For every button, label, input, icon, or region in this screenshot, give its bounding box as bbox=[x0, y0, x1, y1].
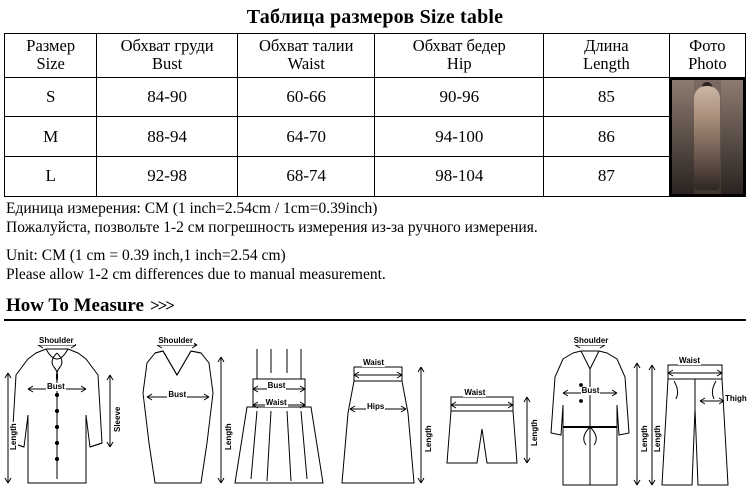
label-shoulder: Shoulder bbox=[158, 335, 193, 345]
figure-skirt bbox=[328, 323, 433, 499]
note-en-unit: Unit: CM (1 cm = 0.39 inch,1 inch=2.54 cm) bbox=[6, 246, 286, 264]
table-row bbox=[5, 117, 746, 157]
label-bust: Bust bbox=[267, 380, 286, 390]
label-waist: Waist bbox=[464, 387, 486, 397]
cell-hip: 94-100 bbox=[375, 117, 544, 157]
cell-waist: 68-74 bbox=[237, 156, 375, 196]
label-length: Length bbox=[530, 419, 540, 446]
column-header-photo: Фото Photo bbox=[669, 34, 745, 78]
measurement-figures bbox=[0, 321, 750, 499]
label-waist: Waist bbox=[362, 357, 385, 367]
cell-waist: 64-70 bbox=[237, 117, 375, 157]
label-shoulder: Shoulder bbox=[39, 335, 74, 345]
label-shoulder: Shoulder bbox=[573, 335, 609, 345]
column-header-size: Размер Size bbox=[5, 34, 97, 78]
figure-shorts bbox=[429, 323, 540, 499]
column-header-waist: Обхват талии Waist bbox=[237, 34, 375, 78]
label-bust: Bust bbox=[168, 389, 187, 399]
note-ru-unit: Единица измерения: CM (1 inch=2.54cm / 1cm=0.39inch) bbox=[6, 199, 378, 217]
label-sleeve: Sleeve bbox=[113, 406, 122, 432]
figure-blouse bbox=[2, 323, 124, 499]
note-ru-allowance: Пожалуйста, позвольте 1-2 см погрешность измерения из-за ручного измерения. bbox=[6, 219, 538, 237]
label-length: Length bbox=[9, 423, 18, 450]
label-length: Length bbox=[639, 425, 649, 452]
column-header-length: Длина Length bbox=[544, 34, 670, 78]
measurement-notes bbox=[4, 197, 746, 285]
column-header-bust: Обхват груди Bust bbox=[97, 34, 238, 78]
label-bust: Bust bbox=[47, 381, 65, 391]
label-waist: Waist bbox=[265, 397, 287, 407]
column-header-hip: Обхват бедер Hip bbox=[375, 34, 544, 78]
cell-hip: 90-96 bbox=[375, 77, 544, 117]
cell-size: S bbox=[5, 77, 97, 117]
label-waist: Waist bbox=[678, 355, 701, 365]
cell-length: 87 bbox=[544, 156, 670, 196]
cell-length: 85 bbox=[544, 77, 670, 117]
cell-size: M bbox=[5, 117, 97, 157]
chevron-right-icon: >>> bbox=[149, 295, 173, 315]
label-length: Length bbox=[652, 425, 662, 452]
figure-tank-top bbox=[125, 323, 234, 499]
label-hips: Hips bbox=[366, 401, 385, 411]
cell-bust: 88-94 bbox=[97, 117, 238, 157]
cell-waist: 60-66 bbox=[237, 77, 375, 117]
label-bust: Bust bbox=[581, 385, 600, 395]
label-length: Length bbox=[224, 423, 234, 450]
cell-size: L bbox=[5, 156, 97, 196]
figure-trousers bbox=[644, 323, 748, 499]
cell-bust: 84-90 bbox=[97, 77, 238, 117]
note-en-allowance: Please allow 1-2 cm differences due to manual measurement. bbox=[6, 266, 386, 284]
label-length: Length bbox=[423, 425, 433, 452]
cell-hip: 98-104 bbox=[375, 156, 544, 196]
table-row bbox=[5, 156, 746, 196]
figure-pinafore-dress bbox=[231, 323, 327, 499]
how-to-measure-heading bbox=[4, 289, 746, 321]
page-title: Таблица размеров Size table bbox=[246, 6, 504, 28]
cell-bust: 92-98 bbox=[97, 156, 238, 196]
table-header-row bbox=[5, 34, 746, 78]
how-to-measure-label: How To Measure bbox=[6, 294, 144, 316]
figure-coat bbox=[537, 323, 649, 499]
label-thigh: Thigh bbox=[724, 393, 747, 403]
table-row bbox=[5, 77, 746, 117]
product-photo bbox=[669, 77, 745, 196]
cell-length: 86 bbox=[544, 117, 670, 157]
size-table bbox=[4, 33, 746, 197]
